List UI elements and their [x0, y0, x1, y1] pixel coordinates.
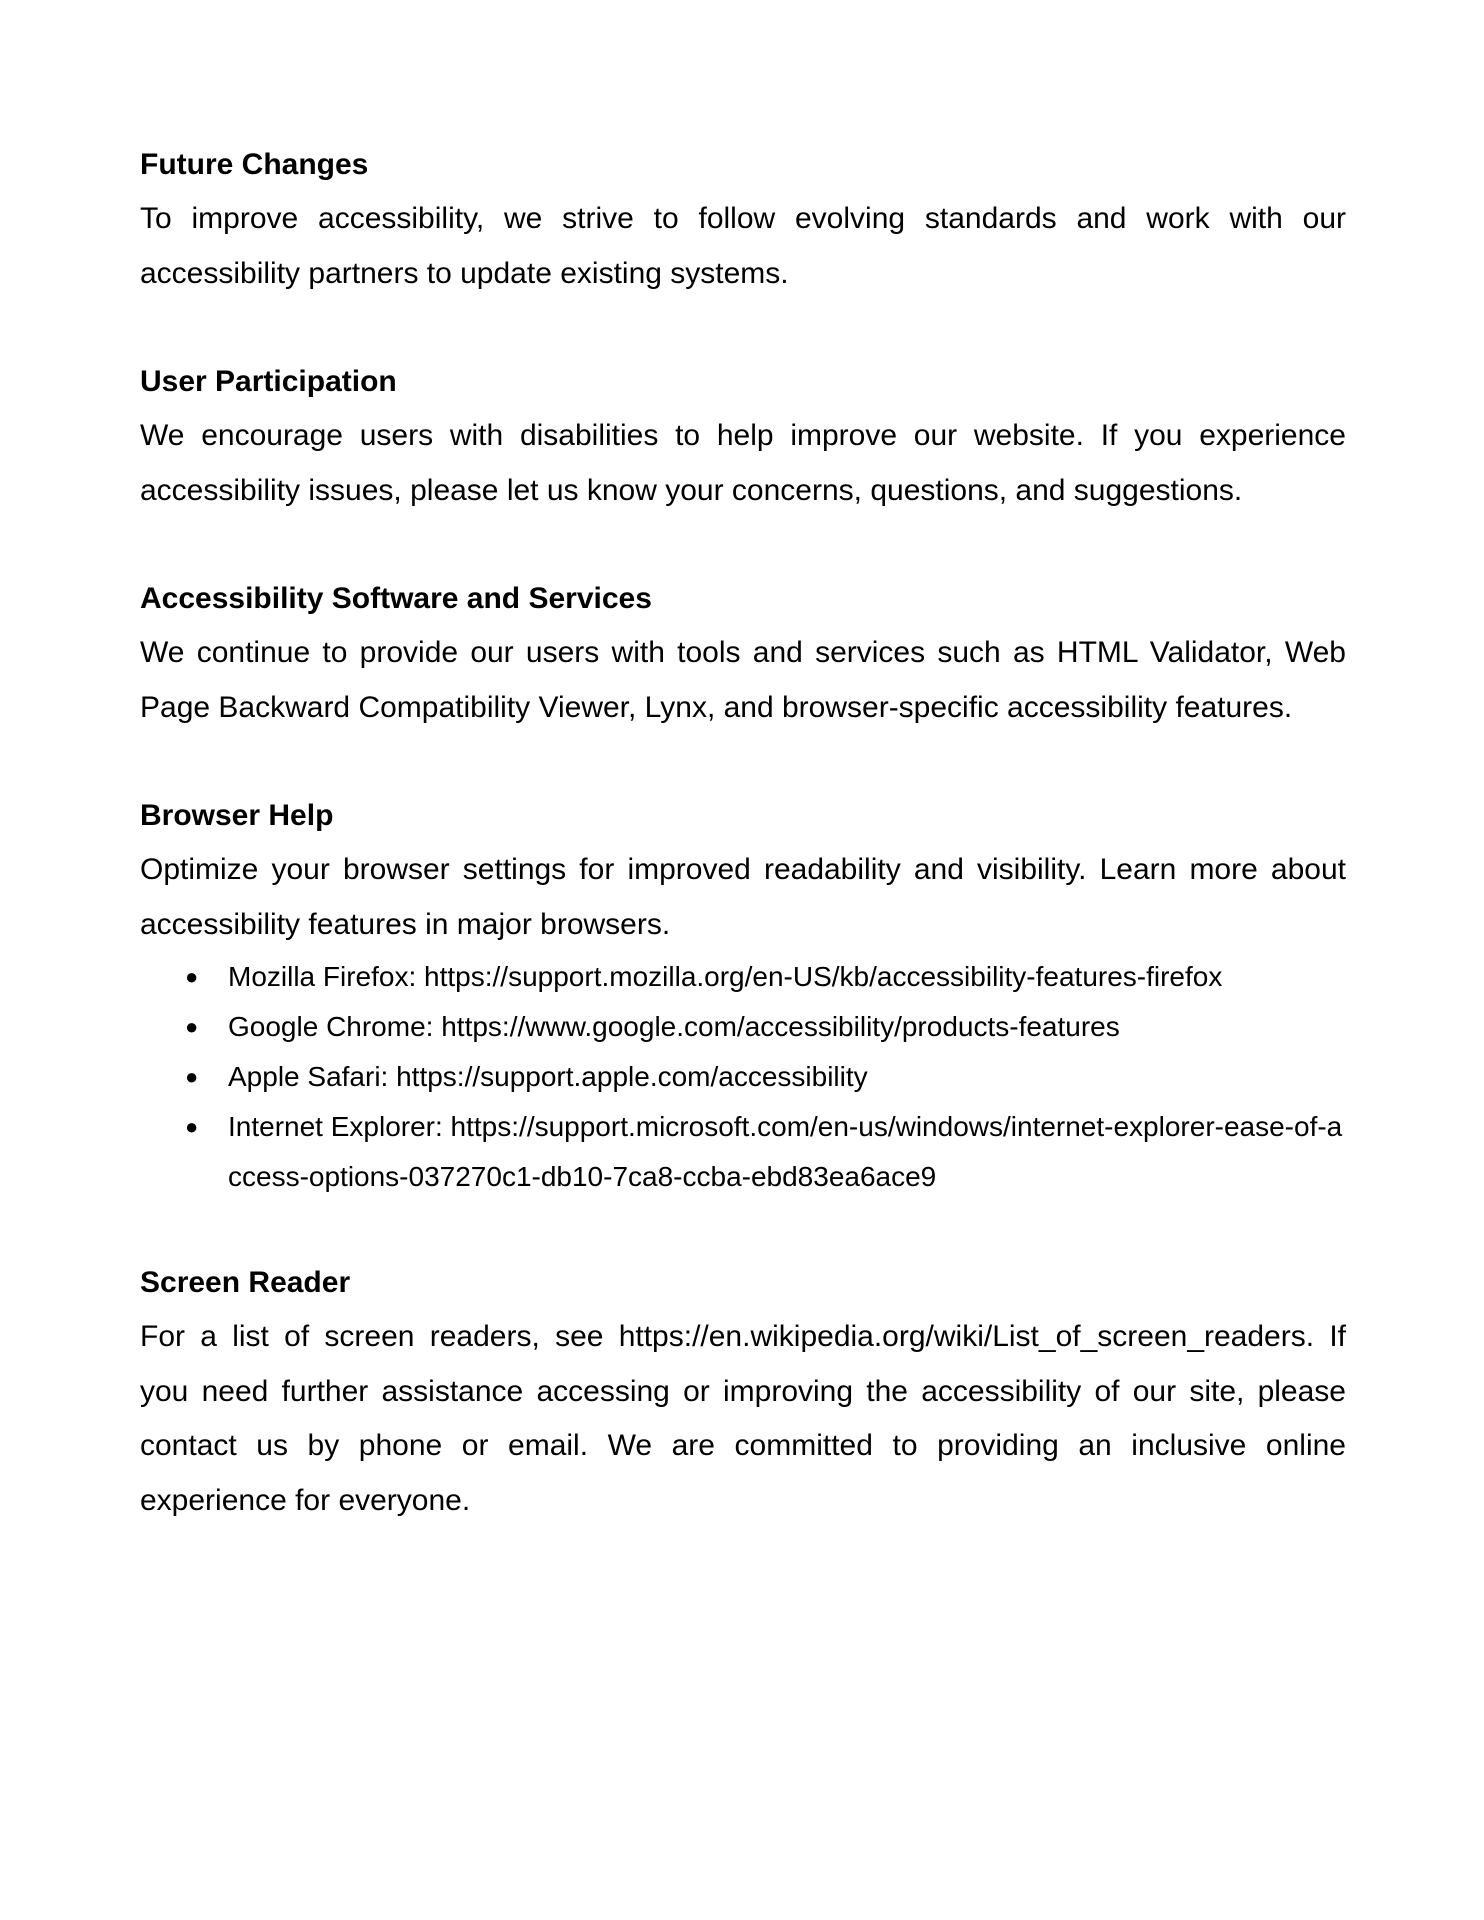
section-body: To improve accessibility, we strive to follow evolving standards and work with our accessibility partners to update existing systems. [140, 202, 1346, 290]
browser-link-internet-explorer[interactable]: Internet Explorer: https://support.microsoft.com/en-us/windows/internet-explorer-ease-of-access-options-037270c1-db10-7ca8-ccba-ebd83ea6ace9 [228, 1111, 1343, 1192]
list-item [140, 1102, 1346, 1202]
list-item [140, 952, 1346, 1002]
section-heading: Screen Reader [140, 1266, 351, 1299]
section-screen-reader [140, 1256, 1346, 1528]
browser-link-chrome[interactable]: Google Chrome: https://www.google.com/accessibility/products-features [228, 1011, 1120, 1042]
section-spacer [140, 518, 1346, 572]
bullet-icon: ● [185, 1114, 199, 1139]
list-item [140, 1052, 1346, 1102]
document-page [140, 138, 1346, 1528]
section-heading: Browser Help [140, 799, 334, 832]
bullet-icon: ● [185, 964, 199, 989]
section-browser-help [140, 789, 1346, 1202]
browser-link-safari[interactable]: Apple Safari: https://support.apple.com/accessibility [228, 1061, 868, 1092]
section-body: Optimize your browser settings for improved readability and visibility. Learn more about accessibility features in major browsers. [140, 853, 1346, 941]
section-spacer [140, 1202, 1346, 1256]
bullet-icon: ● [185, 1014, 199, 1039]
section-spacer [140, 735, 1346, 789]
list-item [140, 1002, 1346, 1052]
section-heading: Accessibility Software and Services [140, 582, 652, 615]
section-accessibility-software [140, 572, 1346, 735]
section-future-changes [140, 138, 1346, 301]
section-body: For a list of screen readers, see https://en.wikipedia.org/wiki/List_of_screen_readers. If you need further assistance accessing or improving the accessibility of our site, please contact us by phone or email. We are committed to providing an inclusive online experience for everyone. [140, 1320, 1346, 1517]
section-heading: User Participation [140, 365, 397, 398]
section-heading: Future Changes [140, 148, 369, 181]
section-user-participation [140, 355, 1346, 518]
bullet-icon: ● [185, 1064, 199, 1089]
browser-links-list [140, 952, 1346, 1202]
browser-link-firefox[interactable]: Mozilla Firefox: https://support.mozilla.org/en-US/kb/accessibility-features-firefox [228, 961, 1223, 992]
section-spacer [140, 301, 1346, 355]
section-body: We encourage users with disabilities to help improve our website. If you experience accessibility issues, please let us know your concerns, questions, and suggestions. [140, 419, 1346, 507]
section-body: We continue to provide our users with tools and services such as HTML Validator, Web Page Backward Compatibility Viewer, Lynx, and browser-specific accessibility features. [140, 636, 1346, 724]
